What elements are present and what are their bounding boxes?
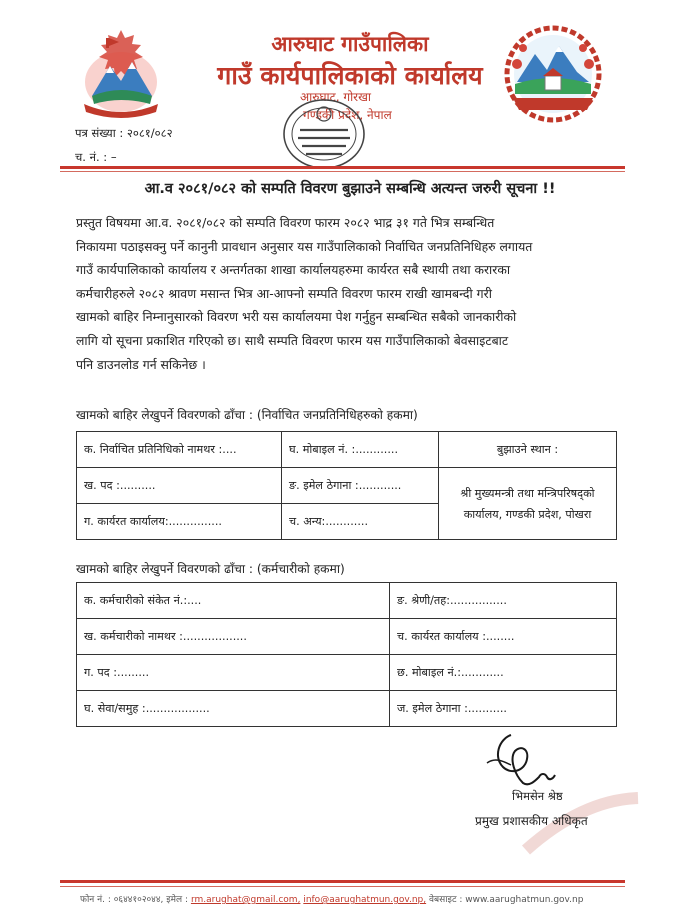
notice-title: आ.व २०८१/०८२ को सम्पति विवरण बुझाउने सम्बन्धि अत्यन्त जरुरी सूचना !! — [144, 181, 556, 197]
body-line: कर्मचारीहरुले २०८२ श्रावण मसान्त भित्र आ-आफ्नो सम्पति विवरण फारम राखी खामबन्दी गरी — [76, 285, 492, 301]
form-cell: ख. पद :.......... — [77, 468, 282, 504]
signature-icon — [481, 727, 557, 795]
office-name: गाउँ कार्यपालिकाको कार्यालय — [217, 61, 483, 90]
address-line-1: आरुघाट, गोरखा — [300, 90, 372, 104]
section2-heading: खामको बाहिर लेखुपर्ने विवरणको ढाँचा : (कर्मचारीको हकमा) — [76, 562, 345, 576]
municipality-logo-icon — [503, 24, 603, 124]
signatory-title: प्रमुख प्रशासकीय अधिकृत — [475, 814, 588, 828]
footer-phone: फोन नं. : ०६४४१०२०४४, इमेल : — [80, 895, 189, 905]
body-line: निकायमा पठाइसक्नु पर्ने कानुनी प्रावधान अनुसार यस गाउँपालिकाको निर्वाचित जनप्रतिनिधिहरु लगायत — [76, 238, 533, 254]
notice-body — [76, 211, 624, 376]
header-divider-thin — [60, 171, 625, 172]
address-line-2: गण्डकी प्रदेश, नेपाल — [303, 108, 392, 122]
footer-divider — [60, 880, 625, 883]
submit-place-header: बुझाउने स्थान : — [439, 432, 617, 468]
form-cell: ङ. इमेल ठेगाना :............ — [282, 468, 439, 504]
signatory-name: भिमसेन श्रेष्ठ — [512, 789, 563, 803]
footer-email-link[interactable]: info@aarughatmun.gov.np, — [303, 895, 427, 905]
body-line: गाउँ कार्यपालिकाको कार्यालय र अन्तर्गतका शाखा कार्यालयहरुमा कार्यरत सबै स्थायी तथा करारका — [76, 262, 511, 278]
footer-divider-thin — [60, 886, 625, 887]
body-line: प्रस्तुत विषयमा आ.व. २०८१/०८२ को सम्पति विवरण फारम २०८२ भाद्र ३१ गते भित्र सम्बन्धित — [76, 215, 495, 230]
form-cell: छ. मोबाइल नं.:............ — [390, 655, 617, 691]
employee-form-table — [76, 582, 617, 727]
form-cell: ख. कर्मचारीको नामथर :.................. — [77, 619, 390, 655]
section1-heading: खामको बाहिर लेखुपर्ने विवरणको ढाँचा : (निर्वाचित जनप्रतिनिधिहरुको हकमा) — [76, 408, 418, 422]
body-line: खामको बाहिर निम्नानुसारको विवरण भरी यस कार्यालयमा पेश गर्नुहुन सम्बन्धित सबैको जानकारीको — [76, 309, 517, 325]
reference-number: पत्र संख्या : २०८१/०८२ — [75, 126, 173, 140]
submit-place-line: श्री मुख्यमन्त्री तथा मन्त्रिपरिषद्को — [460, 486, 595, 500]
form-cell: क. कर्मचारीको संकेत नं.:.... — [77, 583, 390, 619]
form-cell: ज. इमेल ठेगाना :........... — [390, 691, 617, 727]
form-cell: च. कार्यरत कार्यालय :........ — [390, 619, 617, 655]
header-divider — [60, 166, 625, 169]
form-cell: घ. मोबाइल नं. :............ — [282, 432, 439, 468]
form-cell: ग. पद :......... — [77, 655, 390, 691]
form-cell: घ. सेवा/समुह :.................. — [77, 691, 390, 727]
office-stamp-icon — [278, 96, 370, 174]
body-line: पनि डाउनलोड गर्न सकिनेछ । — [76, 356, 206, 372]
footer-email-link[interactable]: rm.arughat@gmail.com, — [190, 895, 301, 905]
footer-website-link[interactable]: www.aarughatmun.gov.np — [465, 895, 584, 905]
submit-place-line: कार्यालय, गण्डकी प्रदेश, पोखरा — [463, 507, 592, 521]
footer-website-label: वेबसाइट : — [428, 895, 463, 905]
org-name: आरुघाट गाउँपालिका — [271, 32, 429, 56]
form-cell: च. अन्य:............ — [282, 504, 439, 540]
form-cell: ग. कार्यरत कार्यालय:............... — [77, 504, 282, 540]
submit-place-cell — [439, 468, 617, 540]
form-cell: क. निर्वाचित प्रतिनिधिको नामथर :.... — [77, 432, 282, 468]
form-cell: ङ. श्रेणी/तह:................ — [390, 583, 617, 619]
dispatch-number: च. नं. : – — [75, 150, 117, 164]
body-line: लागि यो सूचना प्रकाशित गरिएको छ। साथै सम्पति विवरण फारम यस गाउँपालिकाको बेवसाइटबाट — [76, 332, 509, 348]
footer-contact — [80, 892, 583, 905]
representative-form-table — [76, 431, 617, 540]
